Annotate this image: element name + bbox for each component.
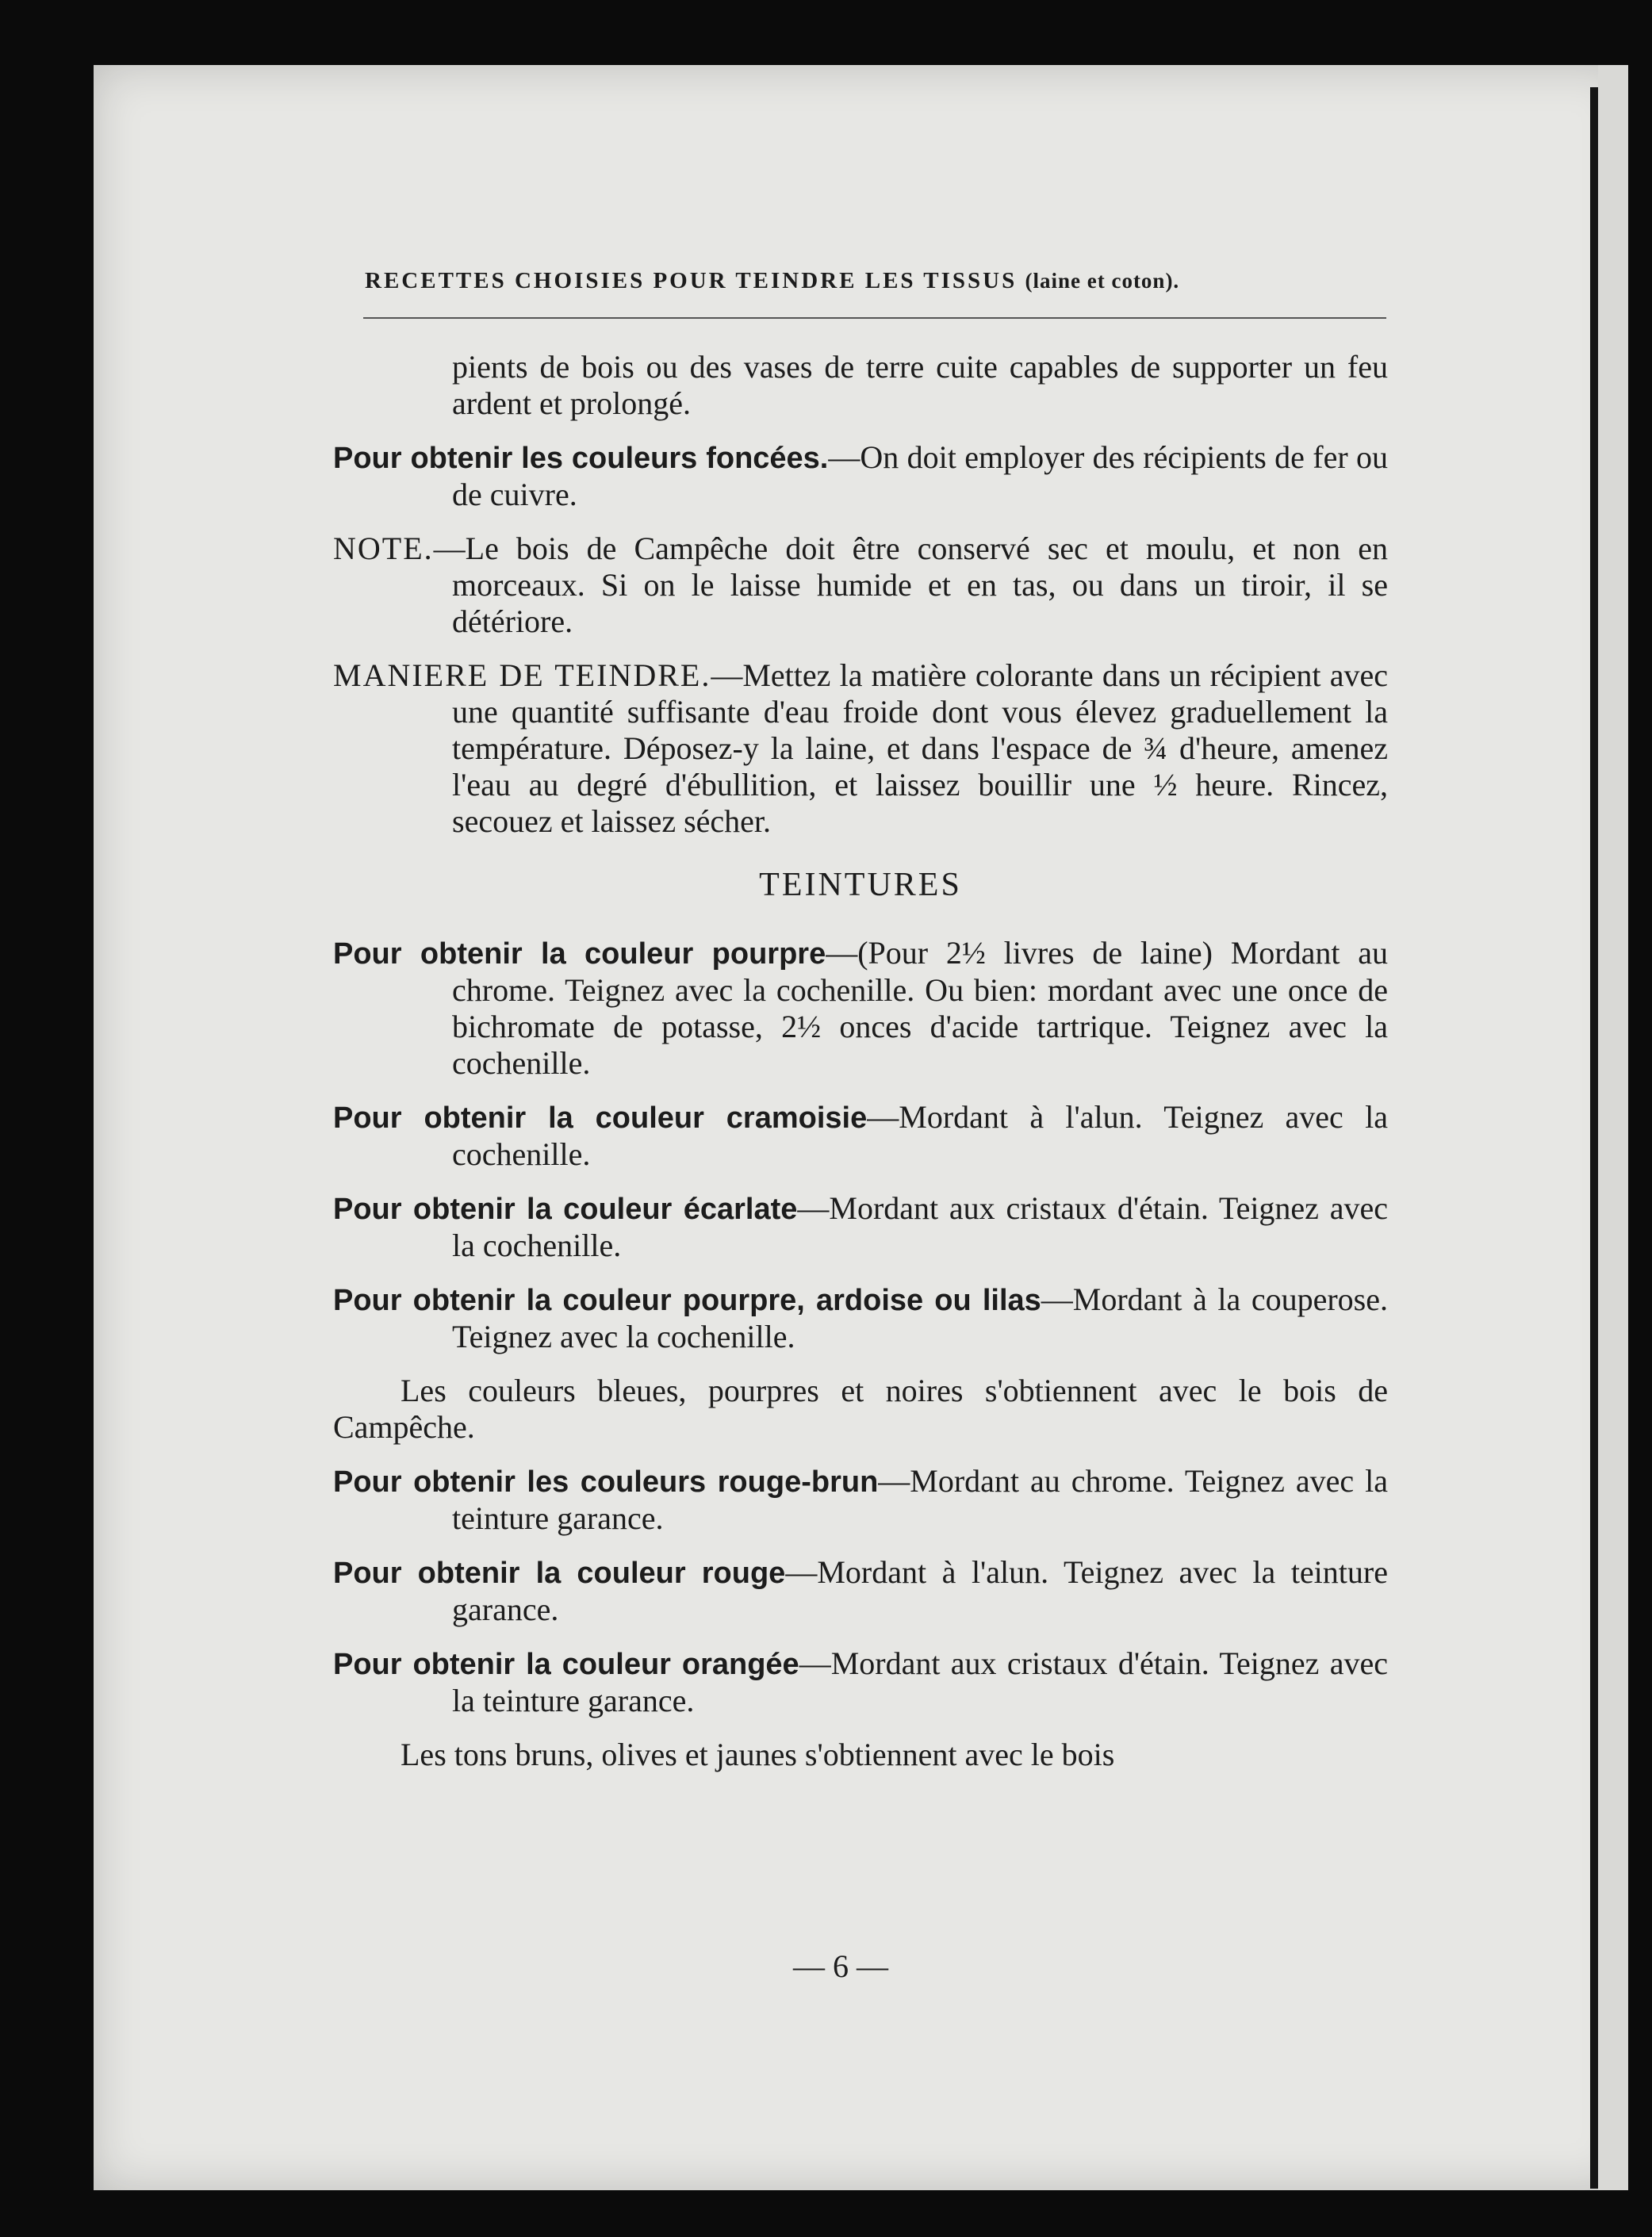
- recipe-text: —Mordant à l'alun. Teignez avec la teinture garance.: [452, 1554, 1388, 1627]
- recipe-purple: [333, 935, 1388, 1082]
- book-spine: [1590, 87, 1598, 2189]
- note-logwood: Les couleurs bleues, pourpres et noires s'obtiennent avec le bois de Campêche.: [333, 1373, 1388, 1445]
- note-label: NOTE.: [333, 531, 434, 566]
- recipe-scarlet: [333, 1190, 1388, 1264]
- method-text: —Mettez la matière colorante dans un récipient avec une quantité suffisante d'eau froide dont vous élevez graduellement la température. Déposez-y la laine, et dans l'espace de ¾ d'heure, amenez l'eau au degré d'ébullition, et laissez bouillir une ½ heure. Rincez, secouez et laissez sécher.: [452, 657, 1389, 839]
- recipe-title: Pour obtenir la couleur pourpre: [333, 937, 826, 971]
- header-rule: [363, 317, 1386, 319]
- facing-page-edge: [1598, 65, 1628, 2190]
- recipe-text: —Mordant aux cristaux d'étain. Teignez avec la teinture garance.: [452, 1645, 1389, 1718]
- recipe-text: —(Pour 2½ livres de laine) Mordant au chrome. Teignez avec la cochenille. Ou bien: mordant avec une once de bichromate de potasse, 2½ onces d'acide tartrique. Teignez avec la cochenille.: [452, 935, 1388, 1081]
- recipe-title: Pour obtenir les couleurs foncées.: [333, 442, 829, 475]
- recipe-text: —Mordant aux cristaux d'étain. Teignez avec la cochenille.: [452, 1190, 1389, 1263]
- recipe-title: Pour obtenir la couleur cramoisie: [333, 1101, 868, 1135]
- recipe-title: Pour obtenir les couleurs rouge-brun: [333, 1465, 879, 1499]
- recipe-text: —Mordant à l'alun. Teignez avec la cochenille.: [452, 1099, 1388, 1172]
- page-body: [333, 349, 1388, 1791]
- recipe-title: Pour obtenir la couleur rouge: [333, 1557, 786, 1590]
- recipe-text: —Mordant à la couperose. Teignez avec la cochenille.: [452, 1281, 1388, 1354]
- recipe-title: Pour obtenir la couleur pourpre, ardoise ou lilas: [333, 1284, 1041, 1317]
- header-title: RECETTES CHOISIES POUR TEINDRE LES TISSUS: [365, 268, 1018, 293]
- recipe-text: —Mordant au chrome. Teignez avec la teinture garance.: [452, 1463, 1388, 1536]
- recipe-text: —On doit employer des récipients de fer ou de cuivre.: [452, 439, 1389, 512]
- recipe-crimson: [333, 1099, 1388, 1173]
- note-browns: Les tons bruns, olives et jaunes s'obtiennent avec le bois: [401, 1737, 1115, 1772]
- note-text: —Le bois de Campêche doit être conservé sec et moulu, et non en morceaux. Si on le laisse humide et en tas, ou dans un tiroir, il se détériore.: [433, 531, 1388, 639]
- running-header: [365, 268, 1396, 294]
- paragraph-note: [333, 531, 1388, 640]
- paragraph-continuation: pients de bois ou des vases de terre cuite capables de supporter un feu ardent et prolongé.: [452, 349, 1388, 421]
- recipe-red-brown: [333, 1463, 1388, 1537]
- paragraph-method: [333, 657, 1388, 840]
- paragraph-dark-colors: [333, 439, 1388, 513]
- header-subtitle: (laine et coton).: [1025, 269, 1180, 293]
- recipe-orange: [333, 1645, 1388, 1719]
- section-heading: TEINTURES: [759, 867, 962, 903]
- recipe-title: Pour obtenir la couleur écarlate: [333, 1193, 798, 1226]
- recipe-title: Pour obtenir la couleur orangée: [333, 1648, 799, 1681]
- page-number: — 6 —: [793, 1948, 888, 1984]
- recipe-purple-slate-lilac: [333, 1281, 1388, 1355]
- recipe-red: [333, 1554, 1388, 1628]
- method-label: MANIERE DE TEINDRE.: [333, 657, 711, 693]
